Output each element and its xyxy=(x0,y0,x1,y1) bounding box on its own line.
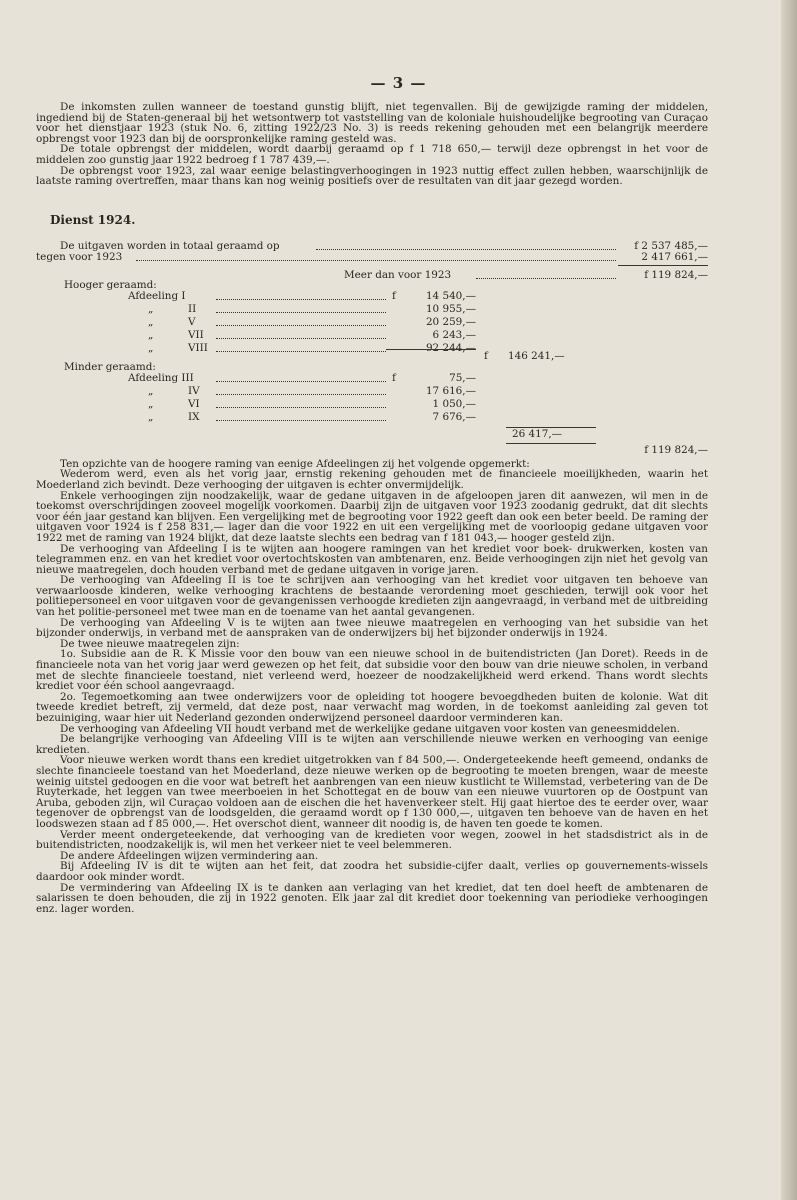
increase-ditto-mark: „ xyxy=(148,341,154,354)
decrease-row xyxy=(36,373,708,384)
increase-label: V xyxy=(188,315,196,328)
final-total-row xyxy=(36,445,708,456)
increase-label: Afdeeling I xyxy=(128,289,186,302)
intro-paragraph: De totale opbrengst der middelen, wordt daarbij geraamd op f 1 718 650,— terwijl deze opbrengst in het voor de middelen zoo gunstig jaar 1922 bedroeg f 1 787 439,—. xyxy=(36,143,708,166)
decrease-label: VI xyxy=(188,397,200,410)
body-paragraph: 2o. Tegemoetkoming aan twee onderwijzers voor de opleiding tot hoogere bevoegdheden buiten de kolonie. Wat dit tweede krediet betreft, zij vermeld, dat deze post, naar verwacht mag worden, in de toekomst aanleiding zal geven tot bezuiniging, waar hier uit Nederland gezonden onderwijzend personeel daardoor verminderen kan. xyxy=(36,690,708,724)
intro-paragraph: De opbrengst voor 1923, zal waar eenige belastingverhoogingen in 1923 nuttig effect zullen hebben, waarschijnlijk de laatste raming overtreffen, maar thans kan nog weinig positiefs over de resultaten van dit jaar gezegd worden. xyxy=(36,164,708,188)
previous-year-label: tegen voor 1923 xyxy=(36,250,123,263)
page-number: — 3 — xyxy=(370,74,427,92)
page-body xyxy=(36,102,708,914)
body-paragraph: Enkele verhoogingen zijn noodzakelijk, waar de gedane uitgaven in de afgeloopen jaren dit aanwezen, wil men in de toekomst overschrijdingen zooveel mogelijk voorkomen. Daarbij zijn de uitgaven voor 1923 zoodanig gedrukt, dat dit slechts voor één jaar gestand kan blijven. Een vergelijking met de begrooting voor 1922 geeft dan ook een beter beeld. De raming der uitgaven voor 1924 is f 258 831,— lager dan die voor 1922 en uit een vergelijking met de voorloopig gedane uitgaven voor 1922 met de raming van 1924 blijkt, dat deze laatste slechts een bedrag van f 181 043,— hooger gesteld zijn. xyxy=(36,489,708,544)
body-paragraph: 1o. Subsidie aan de R. K Missie voor den bouw van een nieuwe school in de buitendistricten (Jan Doret). Reeds in de financieele nota van het vorig jaar werd gewezen op het feit, dat subsidie voor den bouw van drie nieuwe scholen, in verband met de slechte financieele toestand, niet verleend werd, hoezeer de noodzakelijkheid werd erkend. Thans wordt slechts krediet voor één school aangevraagd. xyxy=(36,648,708,693)
budget-table xyxy=(36,241,708,459)
increase-ditto-mark: „ xyxy=(148,328,154,341)
body-paragraph: De verhooging van Afdeeling I is te wijten aan hoogere ramingen van het krediet voor boek- drukwerken, kosten van telegrammen enz. en van het krediet voor overtochtskosten van ambtenaren, enz. Beide verhoogingen zijn niet het gevolg van nieuwe maatregelen, doch houden verband met de gedane uitgaven in vorige jaren. xyxy=(36,542,708,576)
final-total: f 119 824,— xyxy=(644,443,708,456)
decrease-label: IX xyxy=(188,410,200,423)
decrease-heading: Minder geraamd: xyxy=(64,360,156,373)
total-amount: f 2 537 485,— xyxy=(634,239,708,252)
decrease-subtotal: 26 417,— xyxy=(512,427,563,440)
body-paragraph: De vermindering van Afdeeling IX is te danken aan verlaging van het krediet, dat ten doel heeft de ambtenaren de salarissen te doen behouden, die zij in 1922 genoten. Elk jaar zal dit krediet door toekenning van periodieke verhoogingen enz. lager worden. xyxy=(36,881,708,915)
increase-currency: f xyxy=(392,289,396,302)
body-paragraph: Wederom werd, even als het vorig jaar, ernstig rekening gehouden met de financieele moeilijkheden, waarin het Moederland zich bevindt. Deze verhooging der uitgaven is echter onvermijdelijk. xyxy=(36,468,708,491)
total-label: De uitgaven worden in totaal geraamd op xyxy=(60,239,280,252)
difference-amount: f 119 824,— xyxy=(644,268,708,281)
increase-amount: 92 244,— xyxy=(425,341,476,354)
decrease-row xyxy=(36,386,708,397)
body-paragraph: Verder meent ondergeteekende, dat verhooging van de kredieten voor wegen, zoowel in het stadsdistrict als in de buitendistricten, noodzakelijk is, wil men het verkeer niet te veel belemmeren. xyxy=(36,828,708,852)
decrease-label: Afdeeling III xyxy=(128,371,194,384)
decrease-amount: 1 050,— xyxy=(432,397,476,410)
body-paragraph: De verhooging van Afdeeling II is toe te schrijven aan verhooging van het krediet voor uitgaven ten behoeve van verwaarloosde kinderen, welke verhooging krachtens de bestaande verordening moet geschieden, terwijl ook voor het politiepersoneel en voor uitgaven voor de gevangenissen verhoogde kredieten zijn aangevraagd, in verband met de uitbreiding van het politie-personeel met twee man en de toename van het aantal gevangenen. xyxy=(36,574,708,619)
decrease-amount: 17 616,— xyxy=(425,384,476,397)
body-paragraphs xyxy=(36,459,708,915)
increase-amount: 14 540,— xyxy=(425,289,476,302)
body-paragraph: De twee nieuwe maatregelen zijn: xyxy=(60,637,240,650)
increase-heading: Hooger geraamd: xyxy=(64,278,157,291)
body-paragraph: Ten opzichte van de hoogere raming van eenige Afdeelingen zij het volgende opgemerkt: xyxy=(60,457,530,470)
previous-year-amount: 2 417 661,— xyxy=(641,250,708,263)
increase-subtotal: 146 241,— xyxy=(508,349,565,362)
final-rule xyxy=(506,443,596,444)
increase-label: VIII xyxy=(188,341,208,354)
decrease-row xyxy=(36,412,708,423)
page-binding-edge xyxy=(781,0,797,1200)
decrease-ditto-mark: „ xyxy=(148,384,154,397)
decrease-amount: 75,— xyxy=(449,371,476,384)
intro-paragraph: De inkomsten zullen wanneer de toestand gunstig blijft, niet tegenvallen. Bij de gewijzigde raming der middelen, ingediend bij de Staten-generaal bij het wetsontwerp tot vaststelling van de koloniale huishoudelijke begrooting van Curaçao voor het dienstjaar 1923 (stuk No. 6, zitting 1922/23 No. 3) is reeds rekening gehouden met een belangrijk meerdere opbrengst voor 1923 dan bij de oorspronkelijke raming gesteld was. xyxy=(36,101,708,145)
increase-ditto-mark: „ xyxy=(148,302,154,315)
body-paragraph: De verhooging van Afdeeling V is te wijten aan twee nieuwe maatregelen en verhooging van het subsidie van het bijzonder onderwijs, in verband met de aanspraken van de onderwijzers bij het bijzonder onderwijs in 1924. xyxy=(36,616,708,640)
section-heading: Dienst 1924. xyxy=(50,212,136,227)
increase-amount: 20 259,— xyxy=(425,315,476,328)
body-paragraph: Bij Afdeeling IV is dit te wijten aan het feit, dat zoodra het subsidie-cijfer daalt, verlies op gouvernements-wissels daardoor ook minder wordt. xyxy=(36,860,708,883)
increase-ditto-mark: „ xyxy=(148,315,154,328)
body-paragraph: De belangrijke verhooging van Afdeeling VIII is te wijten aan verschillende nieuwe werken en verhooging van eenige kredieten. xyxy=(36,733,708,756)
increase-subtotal-prefix: f xyxy=(484,349,488,362)
increase-row xyxy=(36,291,708,302)
increase-row xyxy=(36,317,708,328)
total-rule xyxy=(618,265,708,266)
increase-subtotal-rule xyxy=(386,349,476,350)
body-paragraph: De andere Afdeelingen wijzen vermindering aan. xyxy=(60,849,319,862)
increase-row xyxy=(36,330,708,341)
decrease-ditto-mark: „ xyxy=(148,410,154,423)
decrease-ditto-mark: „ xyxy=(148,397,154,410)
decrease-amount: 7 676,— xyxy=(432,410,476,423)
decrease-subtotal-row xyxy=(36,429,708,440)
decrease-label: IV xyxy=(188,384,200,397)
increase-label: II xyxy=(188,302,197,315)
increase-row xyxy=(36,304,708,315)
body-paragraph: De verhooging van Afdeeling VII houdt verband met de werkelijke gedane uitgaven voor kosten van geneesmiddelen. xyxy=(60,722,680,735)
difference-label: Meer dan voor 1923 xyxy=(344,268,452,281)
increase-amount: 6 243,— xyxy=(432,328,476,341)
body-paragraph: Voor nieuwe werken wordt thans een krediet uitgetrokken van f 84 500,—. Ondergeteekende heeft gemeend, ondanks de slechte financieele toestand van het Moederland, deze nieuwe werken op de begrooting te moeten brengen, waar de meeste weinig uitstel gedoogen en die voor wat betreft het aanbrengen van een nieuw kustlicht te Willemstad, verbetering van de De Ruyterkade, het leggen van twee meerboeien in het Schottegat en de bouw van een nieuwe vuurtoren op de Oostpunt van Aruba, geboden zijn, wil Curaçao voldoen aan de eischen die het havenverkeer stelt. Hij gaat hiertoe des te eerder over, waar tegenover de opbrengst van de loodsgelden, die geraamd wordt op f 130 000,—, uitgaven ten behoeve van de haven en het loodswezen staan ad f 85 000,—. Het overschot dient, wanneer dit noodig is, de haven ten goede te komen. xyxy=(36,754,708,830)
decrease-row xyxy=(36,399,708,410)
previous-year-row xyxy=(36,252,708,263)
decrease-currency: f xyxy=(392,371,396,384)
total-row xyxy=(36,241,708,252)
increase-amount: 10 955,— xyxy=(425,302,476,315)
increase-label: VII xyxy=(188,328,204,341)
